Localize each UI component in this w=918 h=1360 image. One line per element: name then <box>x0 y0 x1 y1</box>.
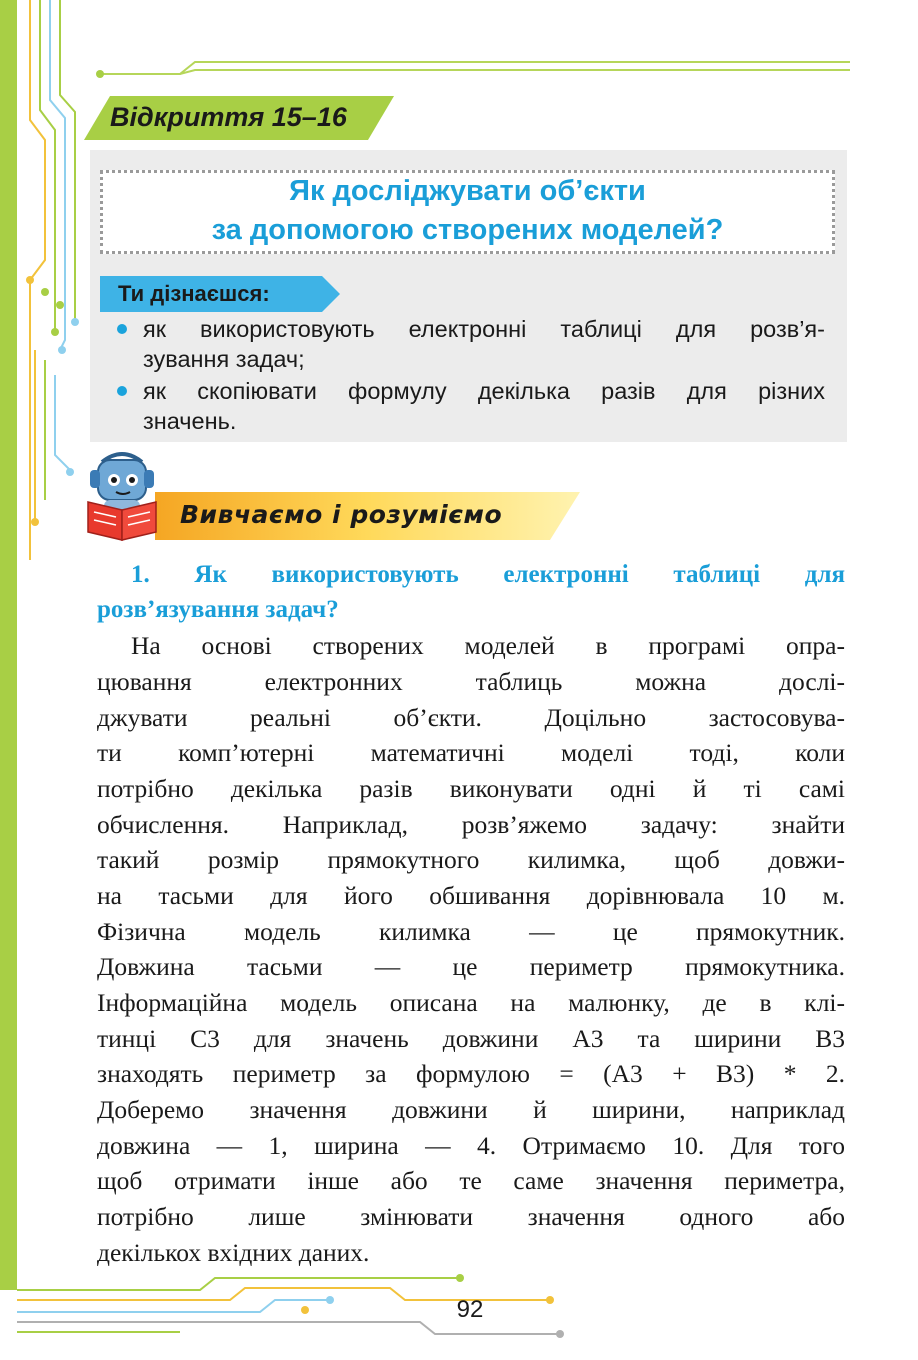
paragraph-line: декількох вхідних даних. <box>97 1238 370 1267</box>
paragraph-line: Інформаційна модель описана на малюнку, де в клі- <box>97 988 845 1017</box>
paragraph-line: Довжина тасьми — це периметр прямокутника. <box>97 952 845 981</box>
paragraph-line: ти комп’ютерні математичні моделі тоді, коли <box>97 738 845 767</box>
paragraph-line: цювання електронних таблиць можна дослі- <box>97 667 845 696</box>
paragraph-line: Фізична модель килимка — це прямокутник. <box>97 917 845 946</box>
bullet-2-line-1: як скопіювати формулу декілька разів для різних <box>143 378 825 404</box>
paragraph-line: знаходять периметр за формулою = (A3 + B3) * 2. <box>97 1059 845 1088</box>
bullet-icon <box>117 324 127 334</box>
robot-reading-book-icon <box>82 450 162 545</box>
discovery-label: Відкриття 15–16 <box>110 102 347 132</box>
question-heading-line-2: розв’язування задач? <box>97 596 339 623</box>
lesson-title-line-1: Як досліджувати об’єкти <box>289 175 646 207</box>
paragraph-line: Доберемо значення довжини й ширини, наприклад <box>97 1095 845 1124</box>
bullet-2-line-2: значень. <box>143 408 237 434</box>
paragraph-line: довжина — 1, ширина — 4. Отримаємо 10. Для того <box>97 1131 845 1160</box>
you-will-learn-label: Ти дізнаєшся: <box>118 281 270 306</box>
paragraph-line: на тасьми для його обшивання дорівнювала 10 м. <box>97 881 845 910</box>
question-heading-line-1: 1. Як використовують електронні таблиці для <box>131 561 845 588</box>
paragraph-line: такий розмір прямокутного килимка, щоб довжи- <box>97 845 845 874</box>
paragraph-line: обчислення. Наприклад, розв’яжемо задачу: знайти <box>97 810 845 839</box>
paragraph-line: джувати реальні об’єкти. Доцільно застосовува- <box>97 703 845 732</box>
bullet-icon <box>117 386 127 396</box>
paragraph-line: потрібно лише змінювати значення одного або <box>97 1202 845 1231</box>
paragraph-line: потрібно декілька разів виконувати одні й ті самі <box>97 774 845 803</box>
bullet-1-line-1: як використовують електронні таблиці для розв’я- <box>143 316 825 342</box>
section-banner-title: Вивчаємо і розуміємо <box>180 500 503 529</box>
bullet-1-line-2: зування задач; <box>143 346 305 372</box>
page-number: 92 <box>456 1296 484 1323</box>
paragraph-line: щоб отримати інше або те саме значення периметра, <box>97 1166 845 1195</box>
paragraph-line: тинці C3 для значень довжини A3 та ширини B3 <box>97 1024 845 1053</box>
paragraph-line: На основі створених моделей в програмі опра- <box>131 631 845 660</box>
lesson-title-line-2: за допомогою створених моделей? <box>211 214 724 246</box>
